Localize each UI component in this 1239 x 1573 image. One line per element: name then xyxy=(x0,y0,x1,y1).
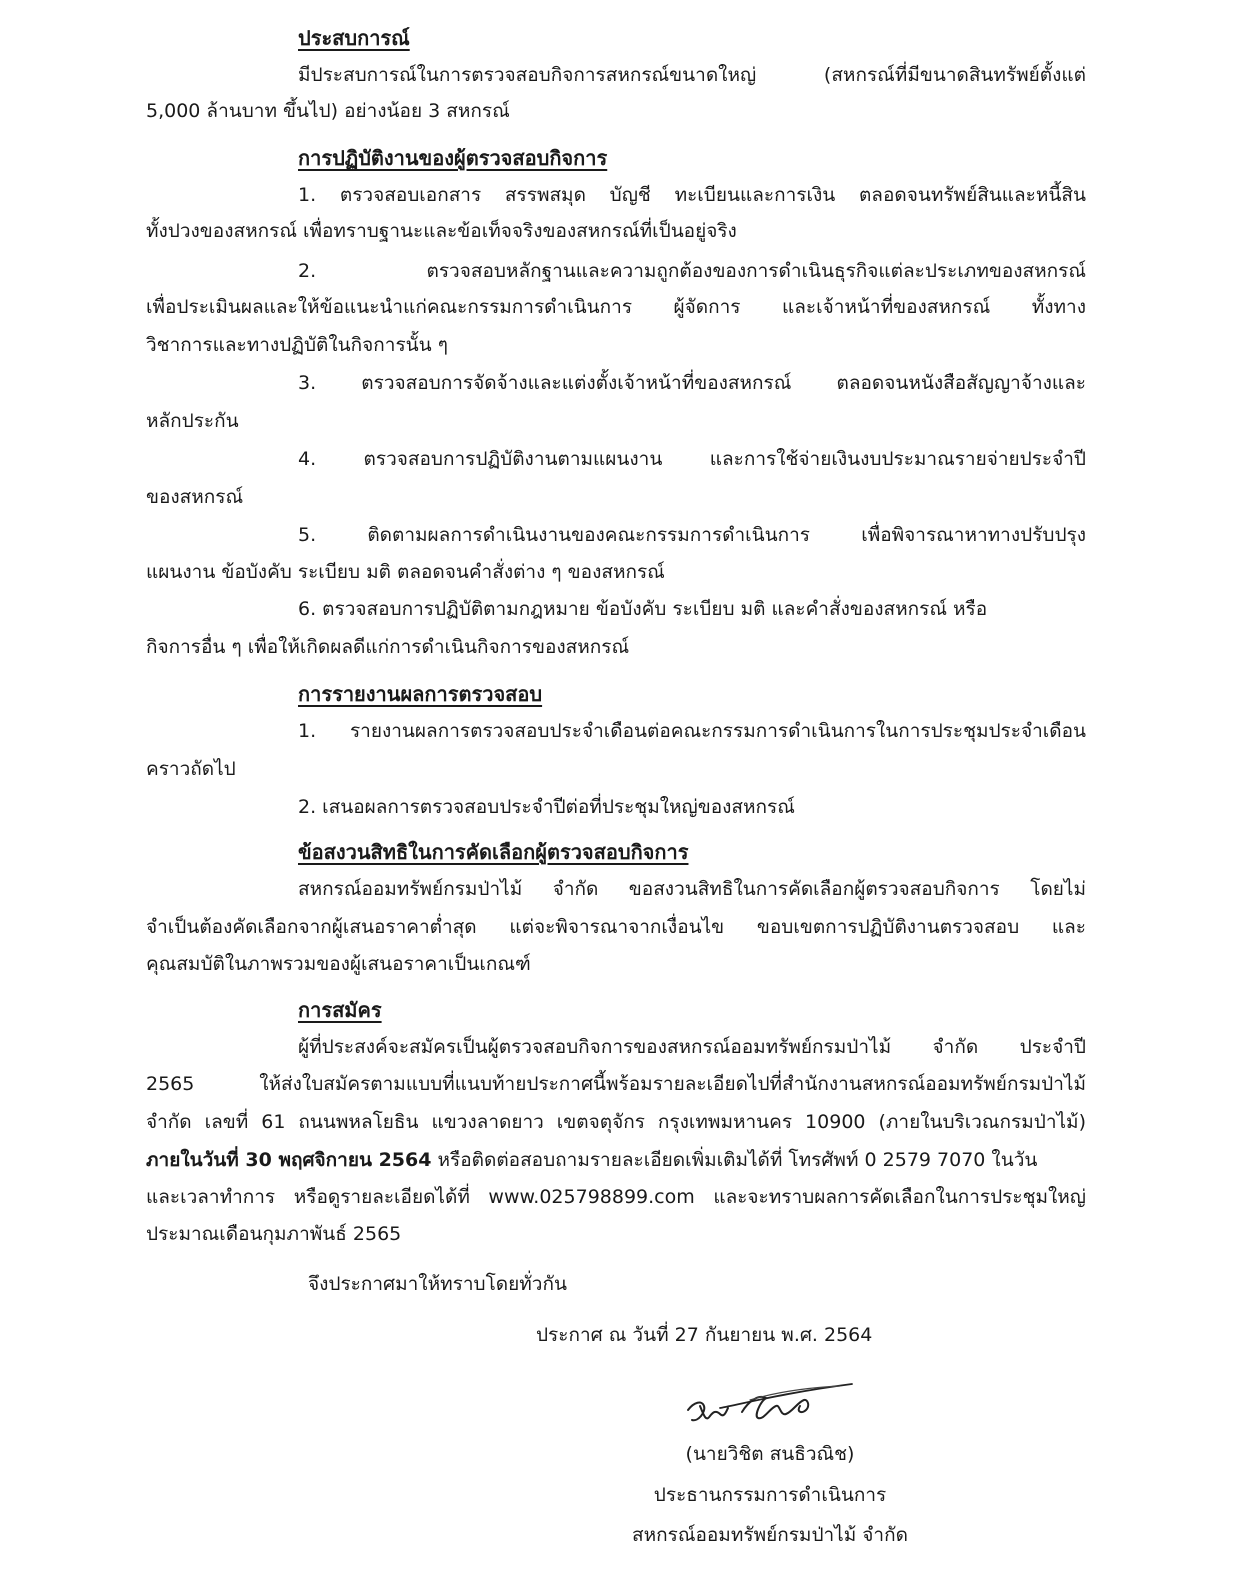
duty-2-line-1: 2. ตรวจสอบหลักฐานและความถูกต้องของการดำเนินธุรกิจแต่ละประเภทของสหกรณ์ xyxy=(298,260,1086,282)
duty-4-line-2: ของสหกรณ์ xyxy=(146,486,244,508)
rights-line-2: จำเป็นต้องคัดเลือกจากผู้เสนอราคาต่ำสุด แต่จะพิจารณาจากเงื่อนไข ขอบเขตการปฏิบัติงานตรวจสอบ และ xyxy=(146,916,1086,938)
section-heading-rights: ข้อสงวนสิทธิในการคัดเลือกผู้ตรวจสอบกิจการ xyxy=(298,840,689,864)
rights-line-1: สหกรณ์ออมทรัพย์กรมป่าไม้ จำกัด ขอสงวนสิทธิในการคัดเลือกผู้ตรวจสอบกิจการ โดยไม่ xyxy=(298,878,1086,900)
section-heading-duties: การปฏิบัติงานของผู้ตรวจสอบกิจการ xyxy=(298,146,608,170)
application-line-3: จำกัด เลขที่ 61 ถนนพหลโยธิน แขวงลาดยาว เขตจตุจักร กรุงเทพมหานคร 10900 (ภายในบริเวณกรมป่าไม้) xyxy=(146,1111,1086,1133)
duty-3-line-1: 3. ตรวจสอบการจัดจ้างและแต่งตั้งเจ้าหน้าที่ของสหกรณ์ ตลอดจนหนังสือสัญญาจ้างและ xyxy=(298,372,1086,394)
report-1-line-2: คราวถัดไป xyxy=(146,758,236,780)
application-line-4-rest: หรือติดต่อสอบถามรายละเอียดเพิ่มเติมได้ที่ โทรศัพท์ 0 2579 7070 ในวัน xyxy=(431,1149,1038,1171)
application-line-2: 2565 ให้ส่งใบสมัครตามแบบที่แนบท้ายประกาศนี้พร้อมรายละเอียดไปที่สำนักงานสหกรณ์ออมทรัพย์กรมป่าไม้ xyxy=(146,1073,1086,1095)
closing-announce: จึงประกาศมาให้ทราบโดยทั่วกัน xyxy=(308,1273,567,1295)
application-line-5: และเวลาทำการ หรือดูรายละเอียดได้ที่ www.025798899.com และจะทราบผลการคัดเลือกในการประชุมใหญ่ xyxy=(146,1186,1086,1208)
duty-6-line-1: 6. ตรวจสอบการปฏิบัติตามกฎหมาย ข้อบังคับ ระเบียบ มติ และคำสั่งของสหกรณ์ หรือ xyxy=(298,598,988,620)
duty-6-line-2: กิจการอื่น ๆ เพื่อให้เกิดผลดีแก่การดำเนินกิจการของสหกรณ์ xyxy=(146,636,630,658)
application-line-4 xyxy=(146,1151,1037,1170)
duty-5-line-2: แผนงาน ข้อบังคับ ระเบียบ มติ ตลอดจนคำสั่งต่าง ๆ ของสหกรณ์ xyxy=(146,561,665,583)
rights-line-3: คุณสมบัติในภาพรวมของผู้เสนอราคาเป็นเกณฑ์ xyxy=(146,953,531,975)
duty-2-line-2: เพื่อประเมินผลและให้ข้อแนะนำแก่คณะกรรมการดำเนินการ ผู้จัดการ และเจ้าหน้าที่ของสหกรณ์ ทั้งทาง xyxy=(146,296,1086,318)
section-heading-reporting: การรายงานผลการตรวจสอบ xyxy=(298,682,543,706)
duty-3-line-2: หลักประกัน xyxy=(146,410,239,432)
section-heading-experience: ประสบการณ์ xyxy=(298,26,410,50)
duty-2-line-3: วิชาการและทางปฏิบัติในกิจการนั้น ๆ xyxy=(146,334,448,356)
duty-1-line-2: ทั้งปวงของสหกรณ์ เพื่อทราบฐานะและข้อเท็จจริงของสหกรณ์ที่เป็นอยู่จริง xyxy=(146,220,737,242)
signer-title: ประธานกรรมการดำเนินการ xyxy=(653,1484,887,1506)
signature-image xyxy=(680,1372,860,1442)
signer-organization: สหกรณ์ออมทรัพย์กรมป่าไม้ จำกัด xyxy=(632,1524,908,1546)
section-heading-application: การสมัคร xyxy=(298,998,382,1022)
report-1-line-1: 1. รายงานผลการตรวจสอบประจำเดือนต่อคณะกรรมการดำเนินการในการประชุมประจำเดือน xyxy=(298,720,1086,742)
announcement-date: ประกาศ ณ วันที่ 27 กันยายน พ.ศ. 2564 xyxy=(536,1324,873,1346)
application-deadline: ภายในวันที่ 30 พฤศจิกายน 2564 xyxy=(146,1149,432,1171)
application-line-6: ประมาณเดือนกุมภาพันธ์ 2565 xyxy=(146,1223,402,1245)
experience-line-1: มีประสบการณ์ในการตรวจสอบกิจการสหกรณ์ขนาดใหญ่ (สหกรณ์ที่มีขนาดสินทรัพย์ตั้งแต่ xyxy=(298,64,1086,86)
duty-1-line-1: 1. ตรวจสอบเอกสาร สรรพสมุด บัญชี ทะเบียนและการเงิน ตลอดจนทรัพย์สินและหนี้สิน xyxy=(298,184,1086,206)
experience-line-2: 5,000 ล้านบาท ขึ้นไป) อย่างน้อย 3 สหกรณ์ xyxy=(146,100,510,122)
signer-name: (นายวิชิต สนธิวณิช) xyxy=(685,1443,855,1465)
duty-5-line-1: 5. ติดตามผลการดำเนินงานของคณะกรรมการดำเนินการ เพื่อพิจารณาหาทางปรับปรุง xyxy=(298,524,1086,546)
duty-4-line-1: 4. ตรวจสอบการปฏิบัติงานตามแผนงาน และการใช้จ่ายเงินงบประมาณรายจ่ายประจำปี xyxy=(298,448,1086,470)
report-2-line-1: 2. เสนอผลการตรวจสอบประจำปีต่อที่ประชุมใหญ่ของสหกรณ์ xyxy=(298,796,795,818)
application-line-1: ผู้ที่ประสงค์จะสมัครเป็นผู้ตรวจสอบกิจการของสหกรณ์ออมทรัพย์กรมป่าไม้ จำกัด ประจำปี xyxy=(298,1036,1086,1058)
